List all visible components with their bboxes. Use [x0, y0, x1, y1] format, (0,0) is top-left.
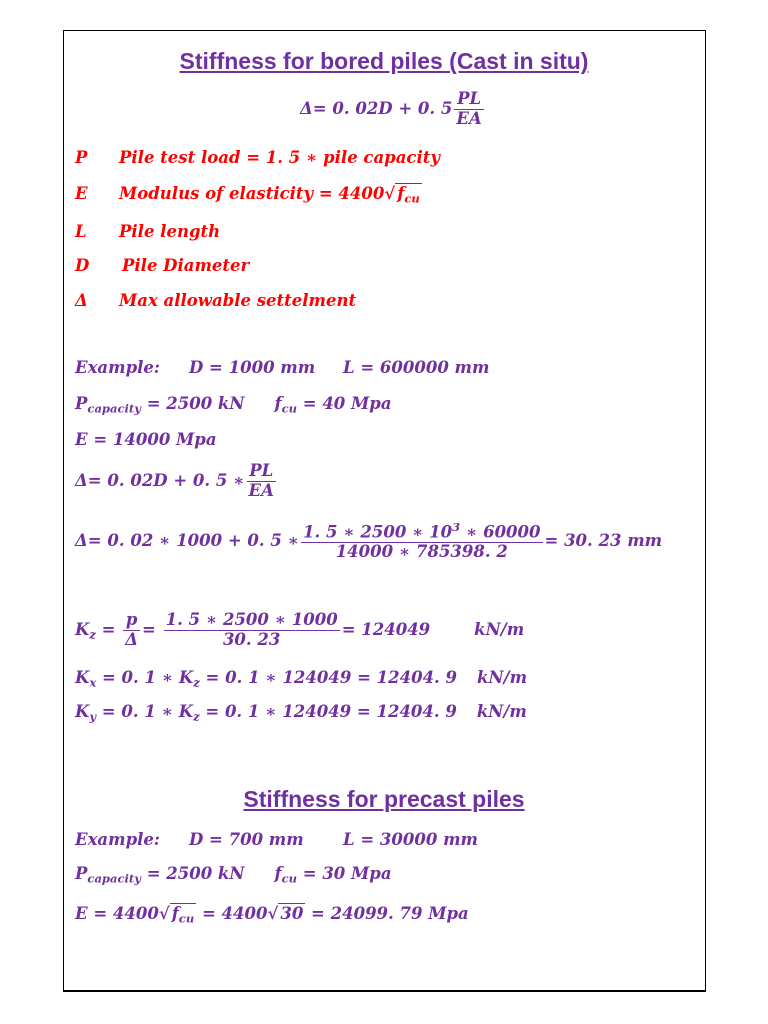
definition-d-text: Pile Diameter: [122, 256, 250, 275]
section-title-precast-piles: Stiffness for precast piles: [243, 786, 525, 812]
symbol-d: D: [75, 256, 90, 275]
settlement-result: = 30. 23 mm: [544, 531, 663, 551]
definition-l: [75, 222, 220, 241]
modulus-result: = 24099. 79 Mpa: [305, 904, 469, 923]
kx-calc: $K_x = 0$. 1 ∗ $K_z = 0$. 1 ∗ 124049 = 12404. 9 kN/m: [75, 668, 528, 690]
example1-settlement-calc: Δ= 0. 02 ∗ 1000 + 0. 5 ∗ $\frac{1. 5 ∗ 2500 ∗ 10^3 ∗ 60000}{14000 ∗ 785398. 2}$ = 30. 23 mm: [75, 520, 663, 562]
formula-denominator: EA: [456, 108, 482, 128]
fcu-value: = 40 Mpa: [297, 394, 392, 413]
capacity-value: = 2500 kN: [140, 394, 245, 413]
ky-result: = 0. 1 ∗ 124049 = 12404. 9: [199, 702, 457, 721]
diameter-value: D = 1000 mm: [189, 358, 316, 377]
definition-e: [75, 184, 422, 205]
example1-formula: Δ= 0. 02D + 0. 5 ∗ $\frac{PL}{EA}$: [75, 461, 274, 500]
definition-e-text: Modulus of elasticity = 4400: [119, 184, 385, 203]
definition-d: [75, 256, 249, 275]
formula-numerator: PL: [454, 90, 483, 110]
definition-p: [75, 148, 440, 167]
definition-delta: [75, 291, 356, 310]
definition-delta-text: Max allowable settelment: [119, 291, 357, 310]
example2-line1: Example: D = 700 mm L = 30000 mm: [75, 830, 478, 849]
example1-line1: [75, 358, 489, 377]
example1-line2: $P_{capacity} = 2500$ kN $f_{cu} = 40$ Mpa: [75, 394, 392, 416]
kz-unit: kN/m: [474, 619, 525, 639]
fcu-value-2: = 30 Mpa: [297, 864, 392, 883]
example2-modulus-calc: E = 4400√ $f_{cu} = 4400√$ 30 = 24099. 79 Mpa: [75, 904, 469, 926]
symbol-l: L: [75, 222, 87, 241]
formula-lhs: Δ= 0. 02D + 0. 5: [300, 98, 453, 118]
section-title-bored-piles: Stiffness for bored piles (Cast in situ): [179, 48, 589, 74]
sqrt-fcu: √ $f_{cu}$: [384, 184, 420, 206]
definition-l-text: Pile length: [119, 222, 221, 241]
ky-calc: $K_y = 0$. 1 ∗ $K_z = 0$. 1 ∗ 124049 = 12404. 9 kN/m: [75, 702, 527, 724]
example1-line3: E = 14000 Mpa: [75, 430, 217, 449]
example-label: Example:: [75, 358, 160, 377]
capacity-value-2: = 2500 kN: [140, 864, 245, 883]
length-value: L = 600000 mm: [343, 358, 490, 377]
symbol-delta: Δ: [75, 291, 88, 310]
example2-line2: $P_{capacity} = 2500$ kN $f_{cu} = 30$ Mpa: [75, 864, 392, 886]
settlement-formula: [300, 90, 486, 129]
symbol-p: P: [75, 148, 88, 167]
kz-result: = 124049: [341, 619, 431, 639]
kz-calc: $K_z$ = $\frac{p}{\Delta}$ = $\frac{1. 5 ∗ 2500 ∗ 1000}{30. 23}$ = 124049 kN/m: [75, 610, 525, 649]
length-value-2: L = 30000 mm: [343, 830, 478, 849]
diameter-value-2: D = 700 mm: [189, 830, 304, 849]
definition-p-text: Pile test load = 1. 5 ∗ pile capacity: [119, 148, 440, 167]
symbol-e: E: [75, 184, 88, 203]
kx-result: = 0. 1 ∗ 124049 = 12404. 9: [199, 668, 458, 687]
